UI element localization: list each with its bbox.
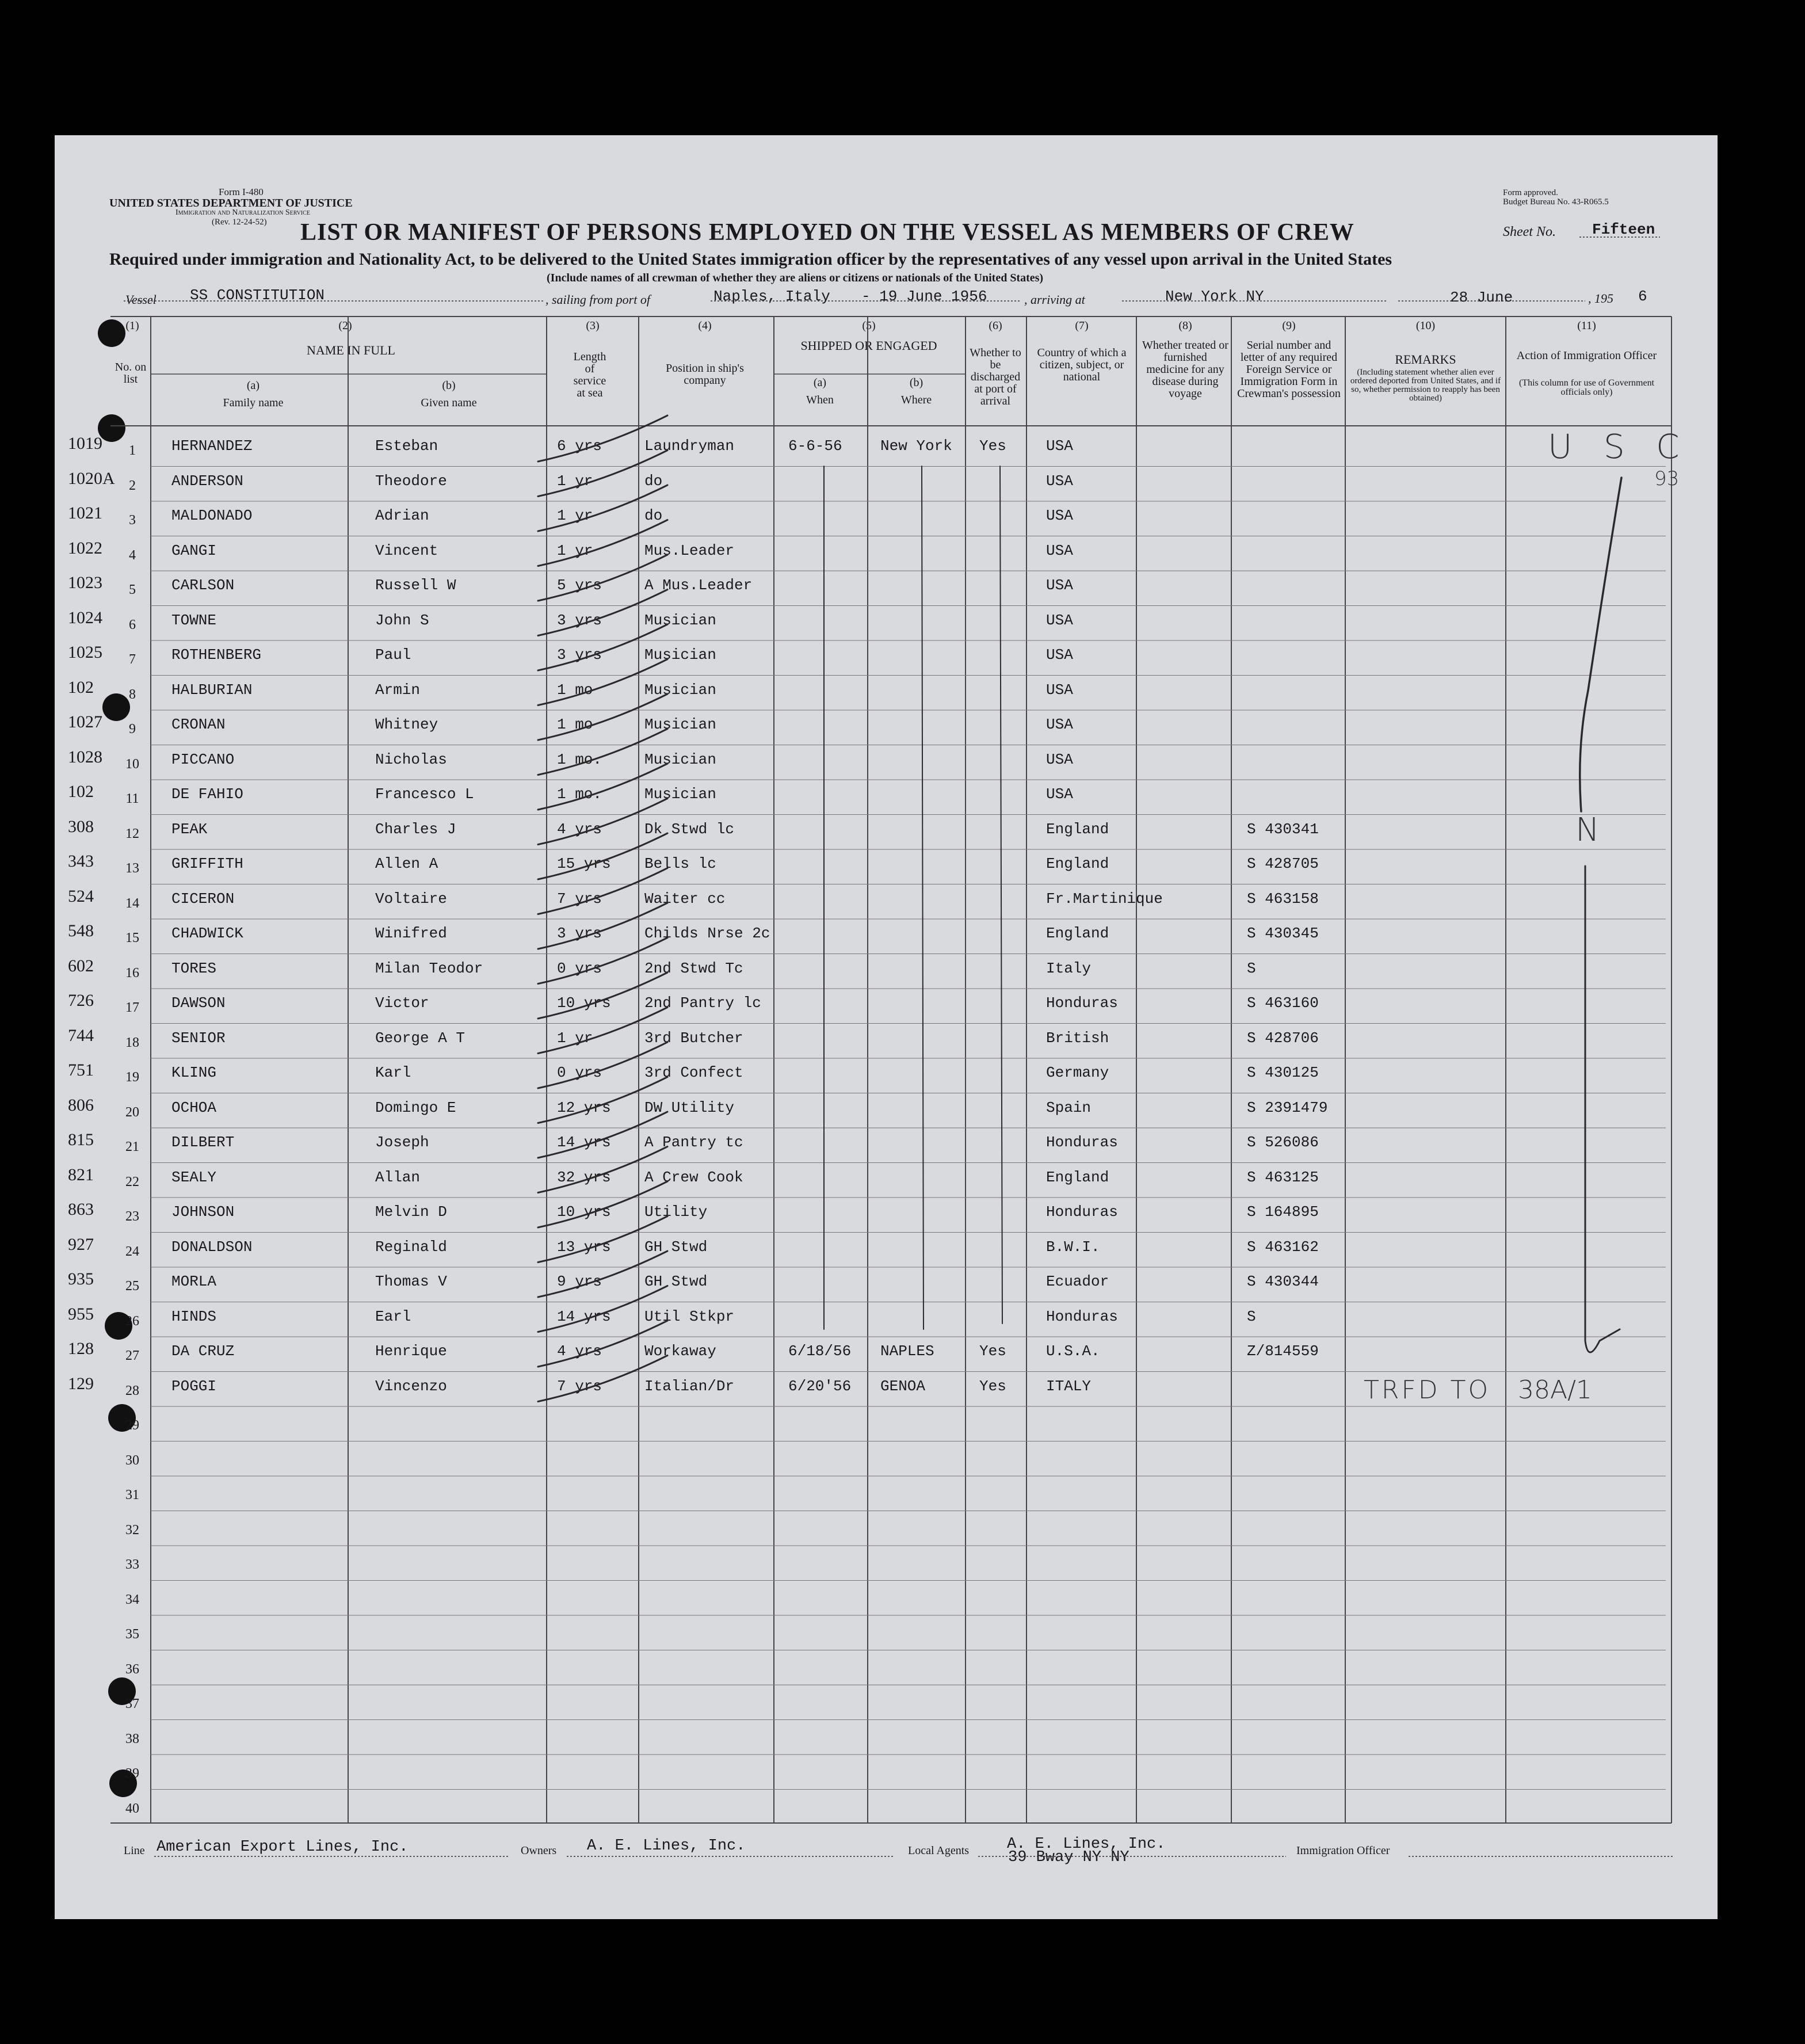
col5b-header: Where [900, 394, 932, 406]
row-number: 32 [125, 1522, 139, 1538]
row-number: 21 [125, 1139, 139, 1154]
row-number: 30 [125, 1452, 139, 1468]
country: England [1046, 855, 1109, 872]
list-side-number: 1019 [68, 434, 102, 453]
family-name: MORLA [171, 1273, 217, 1290]
position: 2nd Stwd Tc [644, 959, 743, 977]
service-length: 1 mo. [557, 785, 602, 803]
usc-annotation: U S C [1548, 427, 1690, 466]
list-side-number: 524 [68, 886, 94, 906]
service-length: 3 yrs [557, 611, 602, 629]
service-length: 14 yrs [557, 1134, 611, 1151]
service-length: 1 yr [557, 541, 593, 559]
position: Bells lc [644, 855, 716, 872]
serial-number: Z/814559 [1247, 1343, 1319, 1360]
service-length: 1 yr [557, 507, 593, 524]
agents-label: Local Agents [908, 1844, 970, 1857]
row-number: 3 [129, 513, 136, 528]
serial-number: S 164895 [1247, 1203, 1319, 1221]
family-name: OCHOA [171, 1099, 217, 1116]
line-value: American Export Lines, Inc. [157, 1839, 409, 1856]
given-name: Francesco L [375, 785, 474, 803]
service-length: 9 yrs [557, 1273, 602, 1290]
given-name: Earl [375, 1307, 411, 1325]
list-side-number: 1024 [68, 608, 102, 627]
position: A Mus.Leader [644, 577, 753, 594]
row-number: 34 [125, 1592, 139, 1607]
position: A Pantry tc [644, 1134, 743, 1151]
given-name: George A T [375, 1029, 465, 1047]
arriving-port: New York NY [1165, 288, 1264, 305]
position: do [644, 472, 663, 490]
col5-number: (5) [862, 319, 876, 332]
list-side-number: 602 [68, 956, 94, 975]
service-length: 3 yrs [557, 925, 602, 942]
country: USA [1046, 611, 1073, 629]
position: A Crew Cook [644, 1168, 743, 1186]
country: Honduras [1046, 994, 1118, 1012]
serial-number: S 430125 [1247, 1064, 1319, 1081]
service-name: Immigration and Naturalization Service [175, 208, 310, 217]
list-side-number: 102 [68, 782, 94, 801]
family-name: PICCANO [171, 750, 235, 768]
family-name: HINDS [171, 1307, 217, 1325]
country: USA [1046, 750, 1073, 768]
position: Childs Nrse 2c [644, 925, 770, 942]
service-length: 1 yr [557, 472, 593, 490]
col2a-number: (a) [246, 379, 260, 392]
service-length: 7 yrs [557, 1377, 602, 1395]
col11-header: Action of Immigration Officer [1516, 349, 1657, 362]
given-name: Karl [375, 1064, 411, 1081]
row-number: 28 [125, 1383, 139, 1398]
country: Fr.Martinique [1046, 890, 1163, 907]
country: England [1046, 820, 1109, 838]
family-name: TOWNE [171, 611, 217, 629]
given-name: Russell W [375, 577, 456, 594]
row-number: 7 [129, 652, 136, 667]
row-number: 4 [129, 547, 136, 563]
immigration-officer-label: Immigration Officer [1296, 1844, 1390, 1857]
serial-number: S 2391479 [1247, 1099, 1328, 1116]
sailing-port: Naples, Italy [713, 288, 830, 305]
shipped-where: New York [880, 437, 952, 455]
position: GH Stwd [644, 1238, 708, 1256]
row-number: 10 [125, 756, 139, 772]
family-name: DAWSON [171, 994, 226, 1012]
serial-number: S 463158 [1247, 890, 1319, 907]
country: B.W.I. [1046, 1238, 1100, 1256]
col2b-number: (b) [442, 379, 456, 392]
row-number: 9 [129, 722, 136, 737]
col3-number: (3) [586, 319, 600, 332]
serial-number: S [1247, 1307, 1256, 1325]
form-title: LIST OR MANIFEST OF PERSONS EMPLOYED ON THE VESSEL AS MEMBERS OF CREW [300, 219, 1354, 246]
row-number: 39 [125, 1766, 139, 1781]
country: England [1046, 925, 1109, 942]
row-number: 35 [125, 1627, 139, 1642]
arriving-label: , arriving at [1024, 292, 1085, 307]
given-name: John S [375, 611, 429, 629]
family-name: CRONAN [171, 716, 226, 733]
row-number: 18 [125, 1035, 139, 1050]
service-length: 5 yrs [557, 577, 602, 594]
sheet-label: Sheet No. [1503, 224, 1556, 239]
given-name: Charles J [375, 820, 456, 838]
family-name: HALBURIAN [171, 681, 253, 699]
family-name: POGGI [171, 1377, 217, 1395]
family-name: SENIOR [171, 1029, 226, 1047]
list-side-number: 102 [68, 677, 94, 697]
row-number: 40 [125, 1801, 139, 1816]
arrival-date: 28 June [1450, 289, 1513, 306]
sheet-number: Fifteen [1592, 221, 1655, 238]
revision: (Rev. 12-24-52) [212, 218, 267, 227]
list-side-number: 1025 [68, 643, 102, 662]
given-name: Melvin D [375, 1203, 447, 1221]
col3-header: Length of service at sea [573, 350, 606, 399]
service-length: 6 yrs [557, 437, 602, 455]
year-digit: 6 [1638, 288, 1647, 305]
position: do [644, 507, 663, 524]
given-name: Thomas V [375, 1273, 447, 1290]
service-length: 1 yr [557, 1029, 593, 1047]
given-name: Domingo E [375, 1099, 456, 1116]
sailing-date: - 19 June 1956 [861, 288, 987, 305]
list-side-number: 1027 [68, 712, 102, 731]
col9-number: (9) [1282, 319, 1296, 332]
approval-line-1: Form approved. [1503, 188, 1558, 197]
serial-number: S 428706 [1247, 1029, 1319, 1047]
position: 2nd Pantry lc [644, 994, 761, 1012]
position: Italian/Dr [644, 1377, 735, 1395]
family-name: JOHNSON [171, 1203, 235, 1221]
serial-number: S 463125 [1247, 1168, 1319, 1186]
country: Italy [1046, 959, 1092, 977]
given-name: Reginald [375, 1238, 447, 1256]
remarks-row-28: TRFD TO [1364, 1375, 1491, 1405]
form-note: (Include names of all crewman of whether they are aliens or citizens or nationals of the United States) [547, 272, 1044, 284]
list-side-number: 815 [68, 1130, 94, 1149]
list-side-number: 343 [68, 852, 94, 871]
action-row-28: 38A/1 [1518, 1375, 1592, 1405]
family-name: TORES [171, 959, 217, 977]
service-length: 15 yrs [557, 855, 611, 872]
service-length: 1 mo [557, 716, 593, 733]
list-side-number: 821 [68, 1165, 94, 1184]
col2a-header: Family name [223, 396, 284, 409]
col9-header: Serial number and letter of any required Foreign Service or Immigration Form in Crewman's possession [1237, 339, 1341, 400]
col10-header: REMARKS [1395, 352, 1456, 367]
sailing-label: , sailing from port of [545, 292, 650, 307]
col7-number: (7) [1075, 319, 1089, 332]
family-name: ANDERSON [171, 472, 243, 490]
country: USA [1046, 541, 1073, 559]
family-name: GRIFFITH [171, 855, 243, 872]
position: GH Stwd [644, 1273, 708, 1290]
country: USA [1046, 507, 1073, 524]
position: Utility [644, 1203, 708, 1221]
position: Mus.Leader [644, 541, 735, 559]
row-number: 6 [129, 617, 136, 632]
list-side-number: 128 [68, 1339, 94, 1358]
position: DW Utility [644, 1099, 735, 1116]
col2-header: NAME IN FULL [307, 343, 395, 357]
country: Germany [1046, 1064, 1109, 1081]
family-name: CHADWICK [171, 925, 243, 942]
col4-number: (4) [698, 319, 712, 332]
position: Musician [644, 750, 716, 768]
family-name: ROTHENBERG [171, 646, 262, 663]
given-name: Nicholas [375, 750, 447, 768]
given-name: Adrian [375, 507, 429, 524]
service-length: 13 yrs [557, 1238, 611, 1256]
row-number: 23 [125, 1209, 139, 1224]
family-name: DONALDSON [171, 1238, 253, 1256]
col1-header: No. on list [115, 361, 147, 386]
col6-header: Whether to be discharged at port of arrival [970, 346, 1021, 407]
service-length: 0 yrs [557, 959, 602, 977]
list-side-number: 863 [68, 1200, 94, 1219]
col10-subheader: (Including statement whether alien ever ordered deported from United States, and if so, whether permission to reapply has been obtained) [1350, 368, 1501, 403]
position: Musician [644, 646, 716, 663]
row-number: 19 [125, 1070, 139, 1085]
given-name: Whitney [375, 716, 438, 733]
country: Honduras [1046, 1203, 1118, 1221]
row-number: 36 [125, 1661, 139, 1677]
col6-number: (6) [989, 319, 1002, 332]
position: Waiter cc [644, 890, 726, 907]
row-number: 26 [125, 1313, 139, 1329]
position: Musician [644, 785, 716, 803]
col8-number: (8) [1178, 319, 1192, 332]
service-length: 4 yrs [557, 1343, 602, 1360]
owners-label: Owners [521, 1844, 557, 1857]
position: 3rd Confect [644, 1064, 743, 1081]
list-side-number: 1028 [68, 747, 102, 766]
family-name: KLING [171, 1064, 217, 1081]
row-number: 12 [125, 826, 139, 841]
country: USA [1046, 437, 1073, 455]
list-side-number: 927 [68, 1234, 94, 1254]
form-subtitle: Required under immigration and Nationality Act, to be delivered to the United States immigration officer by the representatives of any vessel upon arrival in the United States [109, 250, 1392, 269]
service-length: 12 yrs [557, 1099, 611, 1116]
row-number: 25 [125, 1279, 139, 1294]
row-number: 31 [125, 1488, 139, 1503]
given-name: Henrique [375, 1343, 447, 1360]
position: Musician [644, 716, 716, 733]
row-number: 37 [125, 1696, 139, 1711]
family-name: DE FAHIO [171, 785, 243, 803]
given-name: Vincent [375, 541, 438, 559]
service-length: 0 yrs [557, 1064, 602, 1081]
service-length: 3 yrs [557, 646, 602, 663]
list-side-number: 548 [68, 921, 94, 940]
country: U.S.A. [1046, 1343, 1100, 1360]
family-name: SEALY [171, 1168, 217, 1186]
row-number: 14 [125, 895, 139, 911]
serial-number: S 463162 [1247, 1238, 1319, 1256]
serial-number: S 430345 [1247, 925, 1319, 942]
serial-number: S [1247, 959, 1256, 977]
row-number: 22 [125, 1174, 139, 1189]
department-name: UNITED STATES DEPARTMENT OF JUSTICE [109, 197, 353, 209]
col11-subheader: (This column for use of Government officials only) [1518, 378, 1655, 397]
col2-number: (2) [338, 319, 352, 332]
list-side-number: 935 [68, 1269, 94, 1288]
row-number: 27 [125, 1348, 139, 1363]
col4-header: Position in ship's company [666, 362, 744, 387]
position: 3rd Butcher [644, 1029, 743, 1047]
row-number: 38 [125, 1731, 139, 1746]
list-side-number: 1021 [68, 504, 102, 523]
position: Workaway [644, 1343, 716, 1360]
given-name: Allen A [375, 855, 438, 872]
list-side-number: 955 [68, 1304, 94, 1324]
serial-number: S 526086 [1247, 1134, 1319, 1151]
country: USA [1046, 681, 1073, 699]
list-side-number: 806 [68, 1095, 94, 1115]
service-length: 10 yrs [557, 994, 611, 1012]
serial-number: S 463160 [1247, 994, 1319, 1012]
discharged: Yes [979, 1343, 1006, 1360]
service-length: 1 mo. [557, 750, 602, 768]
row-number: 29 [125, 1418, 139, 1433]
country: USA [1046, 577, 1073, 594]
row-number: 5 [129, 582, 136, 597]
shipped-when: 6-6-56 [788, 437, 842, 455]
family-name: DILBERT [171, 1134, 235, 1151]
number-93-annotation: 93 [1654, 467, 1680, 490]
shipped-when: 6/18/56 [788, 1343, 852, 1360]
service-length: 7 yrs [557, 890, 602, 907]
list-side-number: 744 [68, 1025, 94, 1045]
col7-header: Country of which a citizen, subject, or national [1037, 346, 1127, 383]
given-name: Victor [375, 994, 429, 1012]
agents-value: A. E. Lines, Inc. [1007, 1836, 1166, 1853]
col8-header: Whether treated or furnished medicine for any disease during voyage [1142, 339, 1228, 400]
given-name: Esteban [375, 437, 438, 455]
country: British [1046, 1029, 1109, 1047]
shipped-where: NAPLES [880, 1343, 934, 1360]
position: Util Stkpr [644, 1307, 735, 1325]
col5a-number: (a) [813, 376, 827, 389]
family-name: MALDONADO [171, 507, 253, 524]
country: USA [1046, 472, 1073, 490]
country: Ecuador [1046, 1273, 1109, 1290]
row-number: 24 [125, 1244, 139, 1259]
given-name: Winifred [375, 925, 447, 942]
position: Musician [644, 611, 716, 629]
family-name: GANGI [171, 541, 217, 559]
col1-number: (1) [125, 319, 139, 332]
row-number: 20 [125, 1104, 139, 1120]
list-side-number: 129 [68, 1374, 94, 1393]
list-side-number: 1023 [68, 573, 102, 592]
row-number: 15 [125, 931, 139, 945]
given-name: Paul [375, 646, 411, 663]
service-length: 1 mo [557, 681, 593, 699]
position: Musician [644, 681, 716, 699]
list-side-number: 308 [68, 817, 94, 836]
family-name: CICERON [171, 890, 235, 907]
serial-number: S 430341 [1247, 820, 1319, 838]
position: Laundryman [644, 437, 735, 455]
country: Honduras [1046, 1307, 1118, 1325]
shipped-where: GENOA [880, 1377, 926, 1395]
row-number: 13 [125, 861, 139, 876]
list-side-number: 751 [68, 1061, 94, 1080]
given-name: Armin [375, 681, 421, 699]
col5b-number: (b) [909, 376, 924, 389]
country: USA [1046, 716, 1073, 733]
service-length: 10 yrs [557, 1203, 611, 1221]
row-number: 11 [125, 791, 139, 806]
given-name: Voltaire [375, 890, 447, 907]
line-label: Line [124, 1844, 145, 1857]
list-side-number: 1022 [68, 538, 102, 558]
family-name: CARLSON [171, 577, 235, 594]
row-number: 33 [125, 1557, 139, 1572]
row-number: 8 [129, 687, 136, 702]
country: Spain [1046, 1099, 1092, 1116]
given-name: Vincenzo [375, 1377, 447, 1395]
given-name: Allan [375, 1168, 421, 1186]
n-mark-annotation: N [1575, 811, 1600, 849]
list-side-number: 726 [68, 991, 94, 1010]
serial-number: S 428705 [1247, 855, 1319, 872]
country: USA [1046, 785, 1073, 803]
form-number: Form I-480 [219, 186, 264, 197]
family-name: PEAK [171, 820, 208, 838]
row-number: 17 [125, 1000, 139, 1015]
row-number: 2 [129, 478, 136, 493]
col5a-header: When [806, 394, 834, 406]
col5-header: SHIPPED OR ENGAGED [800, 338, 937, 353]
discharged: Yes [979, 1377, 1006, 1395]
agents-address: 39 Bway NY NY [1008, 1849, 1129, 1866]
col10-number: (10) [1415, 319, 1436, 332]
vessel-label: Vessel [125, 292, 157, 307]
row-number: 1 [129, 443, 136, 458]
service-length: 32 yrs [557, 1168, 611, 1186]
given-name: Theodore [375, 472, 447, 490]
position: Dk Stwd lc [644, 820, 735, 838]
discharged: Yes [979, 437, 1006, 455]
country: ITALY [1046, 1377, 1092, 1395]
given-name: Milan Teodor [375, 959, 483, 977]
country: USA [1046, 646, 1073, 663]
family-name: DA CRUZ [171, 1343, 235, 1360]
owners-value: A. E. Lines, Inc. [587, 1837, 746, 1855]
approval-line-2: Budget Bureau No. 43-R065.5 [1503, 197, 1609, 207]
given-name: Joseph [375, 1134, 429, 1151]
vessel-name: SS CONSTITUTION [190, 287, 325, 304]
family-name: HERNANDEZ [171, 437, 253, 455]
service-length: 4 yrs [557, 820, 602, 838]
country: Honduras [1046, 1134, 1118, 1151]
list-side-number: 1020A [68, 468, 115, 488]
year-prefix: , 195 [1588, 291, 1613, 306]
col2b-header: Given name [421, 396, 477, 409]
shipped-when: 6/20'56 [788, 1377, 852, 1395]
col11-number: (11) [1577, 319, 1596, 332]
service-length: 14 yrs [557, 1307, 611, 1325]
country: England [1046, 1168, 1109, 1186]
serial-number: S 430344 [1247, 1273, 1319, 1290]
row-number: 16 [125, 965, 139, 981]
